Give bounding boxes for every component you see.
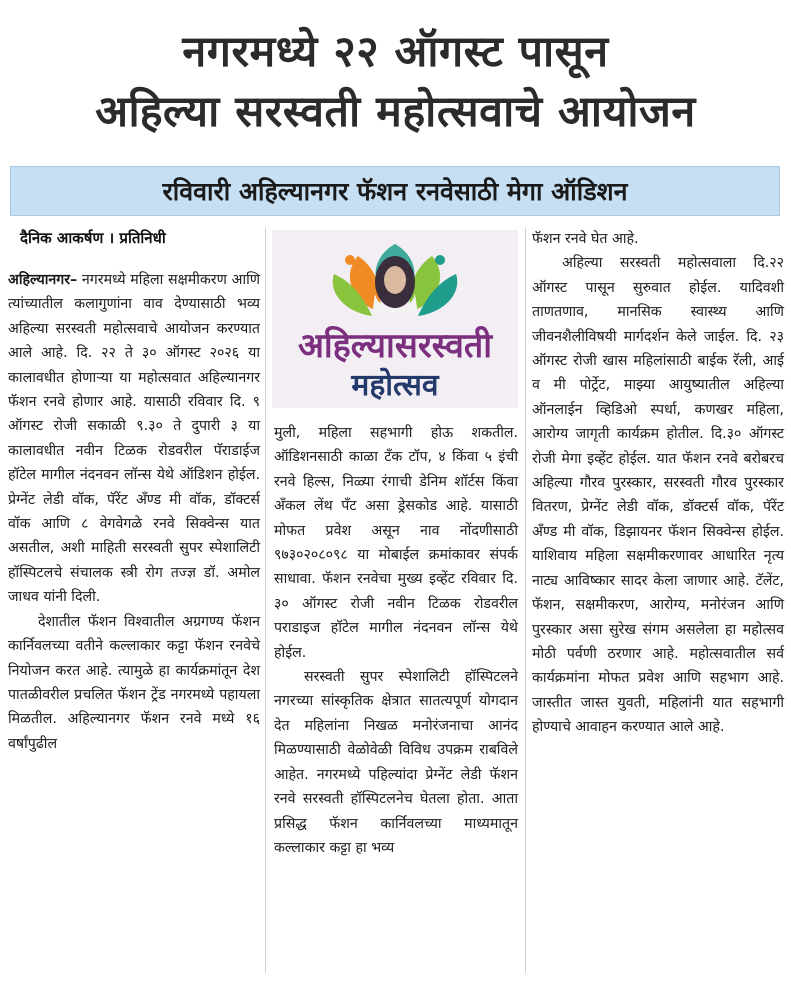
headline <box>0 22 791 142</box>
festival-logo <box>272 230 518 408</box>
column-divider <box>265 228 266 973</box>
article-paragraph: मुली, महिला सहभागी होऊ शकतील. ऑडिशनसाठी काळा टँक टॉप, ४ किंवा ५ इंची रनवे हिल्स, निळ्या रंगाची डेनिम शॉर्टस किंवा अँकल लेंथ पँट असा ड्रेसकोड आहे. यासाठी मोफत प्रवेश असून नाव नोंदणीसाठी ९७३०२०८०९८ या मोबाईल क्रमांकावर संपर्क साधावा. फॅशन रनवेचा मुख्य इव्हेंट रविवार दि. ३० ऑगस्ट रोजी नवीन टिळक रोडवरील पराडाइज हॉटेल मागील नंदनवन लॉन्स येथे होईल. <box>274 425 518 661</box>
article-column-1 <box>8 268 260 756</box>
logo-text-line-1: अहिल्यासरस्वती <box>297 326 493 366</box>
byline: दैनिक आकर्षण । प्रतिनिधी <box>20 229 166 247</box>
article-paragraph <box>8 268 260 610</box>
article-paragraph: अहिल्या सरस्वती महोत्सवाला दि.२२ ऑगस्ट पासून सुरुवात होईल. यादिवशी ताणतणाव, मानसिक स्वास्थ्य आणि जीवनशैलीविषयी मार्गदर्शन केले जाईल. दि. २३ ऑगस्ट रोजी खास महिलांसाठी बाईक रॅली, आई व मी पोर्ट्रेट, माझ्या आयुष्यातील अहिल्या ऑनलाईन व्हिडिओ स्पर्धा, कणखर महिला, आरोग्य जागृती कार्यक्रम होतील. दि.३० ऑगस्ट रोजी मेगा इव्हेंट होईल. यात फॅशन रनवे बरोबरच अहिल्या गौरव पुरस्कार, सरस्वती गौरव पुरस्कार वितरण, प्रेग्नेंट लेडी वॉक, डॉक्टर्स वॉक, पॅरेंट अँण्ड मी वॉक, डिझायनर फॅशन सिक्वेन्स होईल. याशिवाय महिला सक्षमीकरणावर आधारित नृत्य नाट्य आविष्कार सादर केला जाणार आहे. टॅलेंट, फॅशन, सक्षमीकरण, आरोग्य, मनोरंजन आणि पुरस्कार असा सुरेख संगम असलेला हा महोत्सव मोठी पर्वणी ठरणार आहे. महोत्सवातील सर्व कार्यक्रमांना मोफत प्रवेश आणि सहभाग आहे. जास्तीत जास्त युवती, महिलांनी यात सहभागी होण्याचे आवाहन करण्यात आले आहे. <box>532 255 784 736</box>
article-column-2 <box>274 421 518 860</box>
dateline: अहिल्यानगर– <box>8 272 78 288</box>
subheadline-banner: रविवारी अहिल्यानगर फॅशन रनवेसाठी मेगा ऑडिशन <box>10 166 780 216</box>
headline-line-1: नगरमध्ये २२ ऑगस्ट पासून <box>182 27 609 77</box>
article-column-3 <box>532 227 784 740</box>
column-divider <box>525 228 526 973</box>
article-paragraph: फॅशन रनवे घेत आहे. <box>532 231 639 247</box>
festival-logo-graphic <box>272 230 518 408</box>
logo-text-line-2: महोत्सव <box>351 368 439 403</box>
article-paragraph: सरस्वती सुपर स्पेशालिटी हॉस्पिटलने नगरच्या सांस्कृतिक क्षेत्रात सातत्यपूर्ण योगदान देत महिलांना निखळ मनोरंजनाचा आनंद मिळण्यासाठी वेळोवेळी विविध उपक्रम राबविले आहेत. नगरमध्ये पहिल्यांदा प्रेग्नेंट लेडी फॅशन रनवे सरस्वती हॉस्पिटलनेच घेतला होता. आता प्रसिद्ध फॅशन कार्निवलच्या माध्यमातून कल्लाकार कट्टा हा भव्य <box>274 669 518 856</box>
article-paragraph: देशातील फॅशन विश्वातील अग्रगण्य फॅशन कार्निवलच्या वतीने कल्लाकार कट्टा फॅशन रनवेचे नियोजन करत आहे. त्यामुळे हा कार्यक्रमांतून देश पातळीवरील प्रचलित फॅशन ट्रेंड नगरमध्ये पहायला मिळतील. अहिल्यानगर फॅशन रनवे मध्ये १६ वर्षांपुढील <box>8 613 260 752</box>
headline-line-2: अहिल्या सरस्वती महोत्सवाचे आयोजन <box>95 87 696 137</box>
article-text: नगरमध्ये महिला सक्षमीकरण आणि त्यांच्यातील कलागुणांना वाव देण्यासाठी भव्य अहिल्या सरस्वती महोत्सवाचे आयोजन करण्यात आले आहे. दि. २२ ते ३० ऑगस्ट २०२६ या कालावधीत होणाऱ्या या महोत्सवात अहिल्यानगर फॅशन रनवे होणार आहे. यासाठी रविवार दि. ९ ऑगस्ट रोजी सकाळी ९.३० ते दुपारी ३ या कालावधीत नवीन टिळक रोडवरील पॅराडाईज हॉटेल मागील नंदनवन लॉन्स येथे ऑडिशन होईल. प्रेग्नेंट लेडी वॉक, पॅरेंट अँण्ड मी वॉक, डॉक्टर्स वॉक आणि ८ वेगवेगळे रनवे सिक्वेन्स यात असतील, अशी माहिती सरस्वती सुपर स्पेशालिटी हॉस्पिटलचे संचालक स्त्री रोग तज्ज्ञ डॉ. अमोल जाधव यांनी दिली. <box>8 272 260 606</box>
